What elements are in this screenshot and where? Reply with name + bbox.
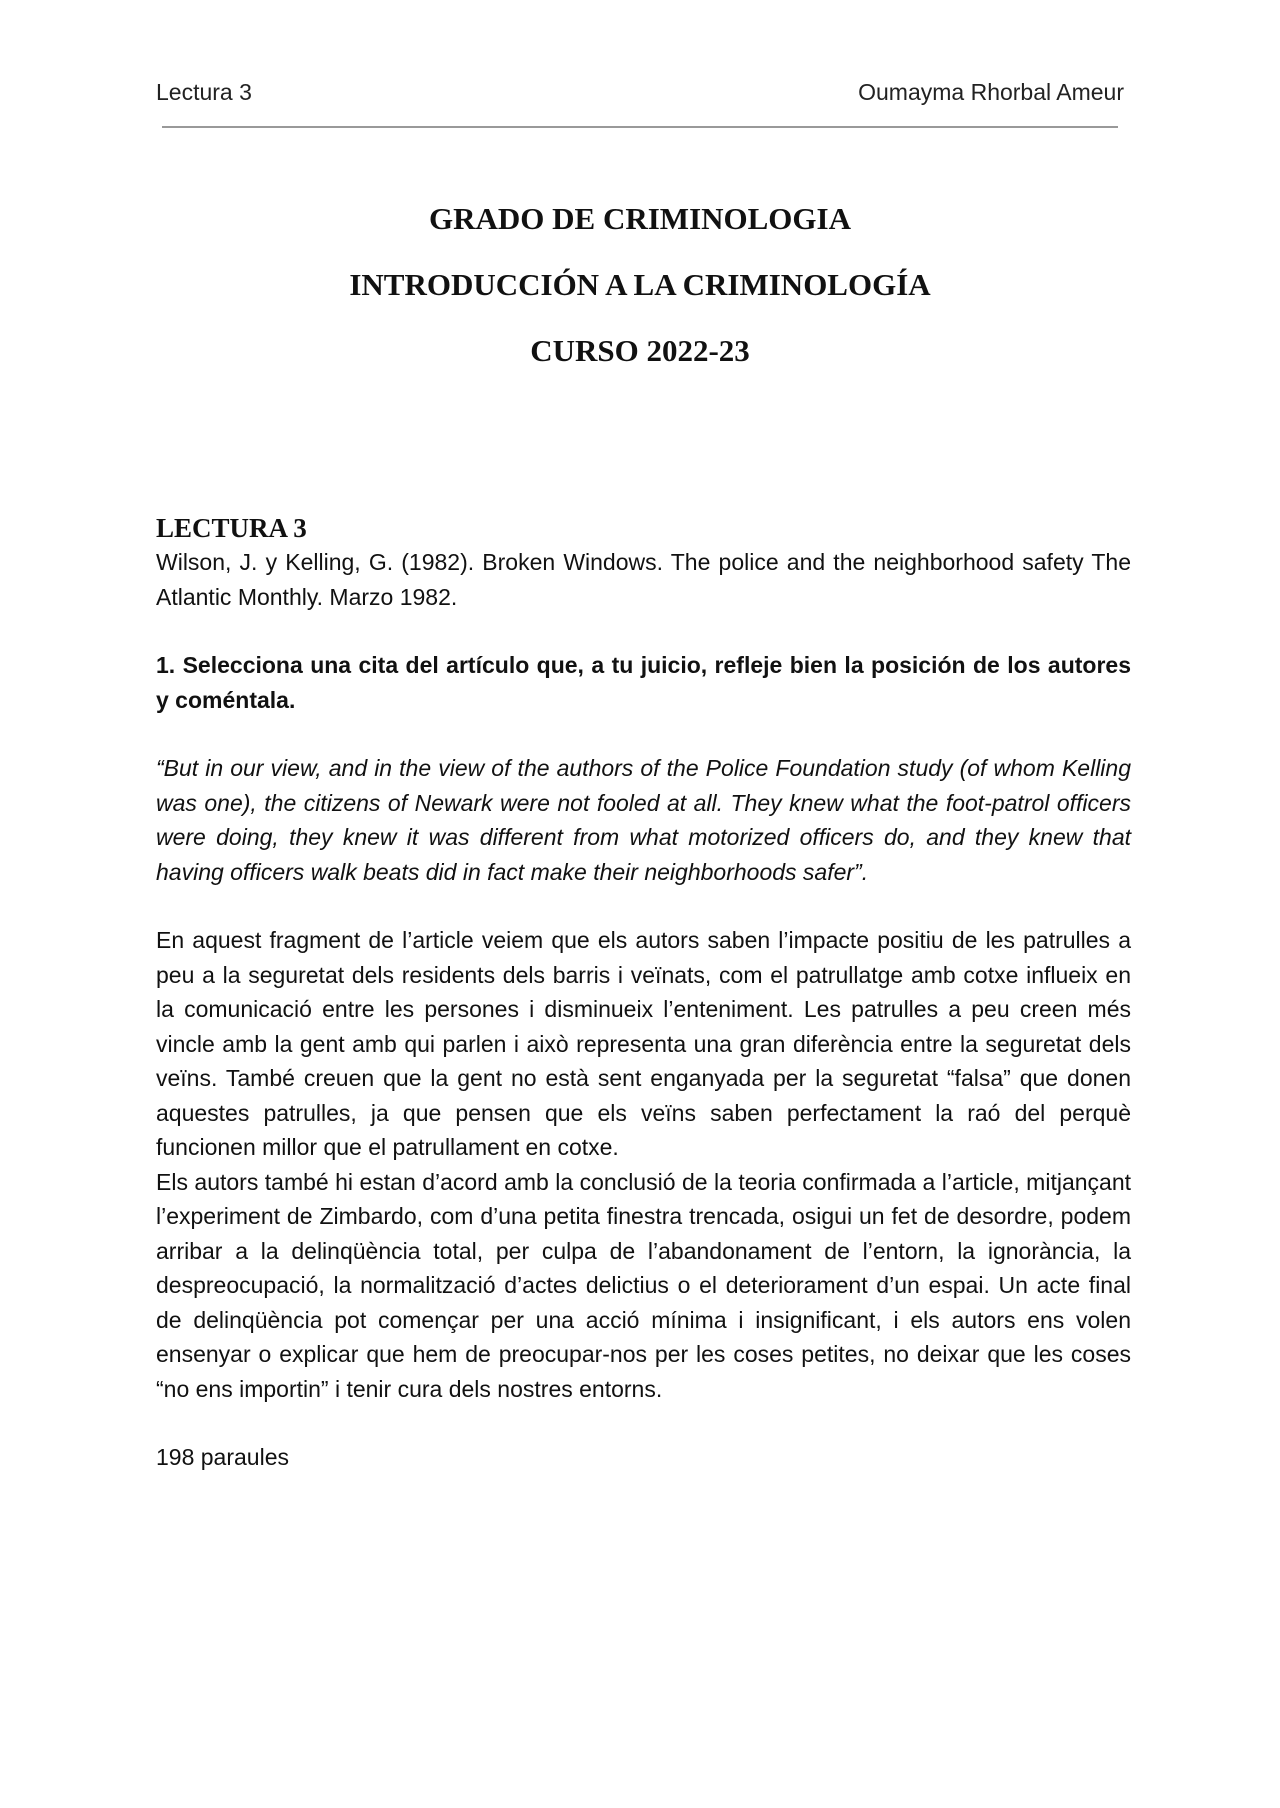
header-divider: [162, 126, 1118, 128]
page-header: [156, 76, 1124, 106]
commentary-paragraph-1: En aquest fragment de l’article veiem que els autors saben l’impacte positiu de les patrulles a peu a la seguretat dels residents dels barris i veïnats, com el patrullatge amb cotxe influeix en la comunicació entre les persones i disminueix l’enteniment. Les patrulles a peu creen més vincle amb la gent amb qui parlen i això representa una gran diferència entre la seguretat dels veïns. També creuen que la gent no està sent enganyada per la seguretat “falsa” que donen aquestes patrulles, ja que pensen que els veïns saben perfectament la raó del perquè funcionen millor que el patrullament en cotxe.: [156, 927, 1131, 1160]
section-heading: LECTURA 3: [156, 513, 307, 543]
header-author-name: Oumayma Rhorbal Ameur: [858, 79, 1124, 105]
question-text: 1. Selecciona una cita del artículo que, a tu juicio, refleje bien la posición de los autores y coméntala.: [156, 652, 1131, 713]
year-title: CURSO 2022-23: [530, 333, 750, 368]
word-count: 198 paraules: [156, 1444, 289, 1470]
reading-section: [156, 511, 1131, 1475]
course-title: INTRODUCCIÓN A LA CRIMINOLOGÍA: [349, 267, 931, 302]
bibliographic-reference: Wilson, J. y Kelling, G. (1982). Broken Windows. The police and the neighborhood safety The Atlantic Monthly. Marzo 1982.: [156, 549, 1131, 610]
article-quote: “But in our view, and in the view of the authors of the Police Foundation study (of whom Kelling was one), the citizens of Newark were not fooled at all. They knew what the foot-patrol officers were doing, they knew it was different from what motorized officers do, and they knew that having officers walk beats did in fact make their neighborhoods safer”.: [156, 755, 1131, 885]
title-block: [156, 196, 1124, 394]
header-left-label: Lectura 3: [156, 79, 252, 105]
commentary-paragraph-2: Els autors també hi estan d’acord amb la conclusió de la teoria confirmada a l’article, mitjançant l’experiment de Zimbardo, com d’una petita finestra trencada, osigui un fet de desordre, podem arribar a la delinqüència total, per culpa de l’abandonament de l’entorn, la ignorància, la despreocupació, la normalització d’actes delictius o el deteriorament d’un espai. Un acte final de delinqüència pot començar per una acció mínima i insignificant, i els autors ens volen ensenyar o explicar que hem de preocupar-nos per les coses petites, no deixar que les coses “no ens importin” i tenir cura dels nostres entorns.: [156, 1168, 1131, 1402]
degree-title: GRADO DE CRIMINOLOGIA: [429, 201, 851, 236]
